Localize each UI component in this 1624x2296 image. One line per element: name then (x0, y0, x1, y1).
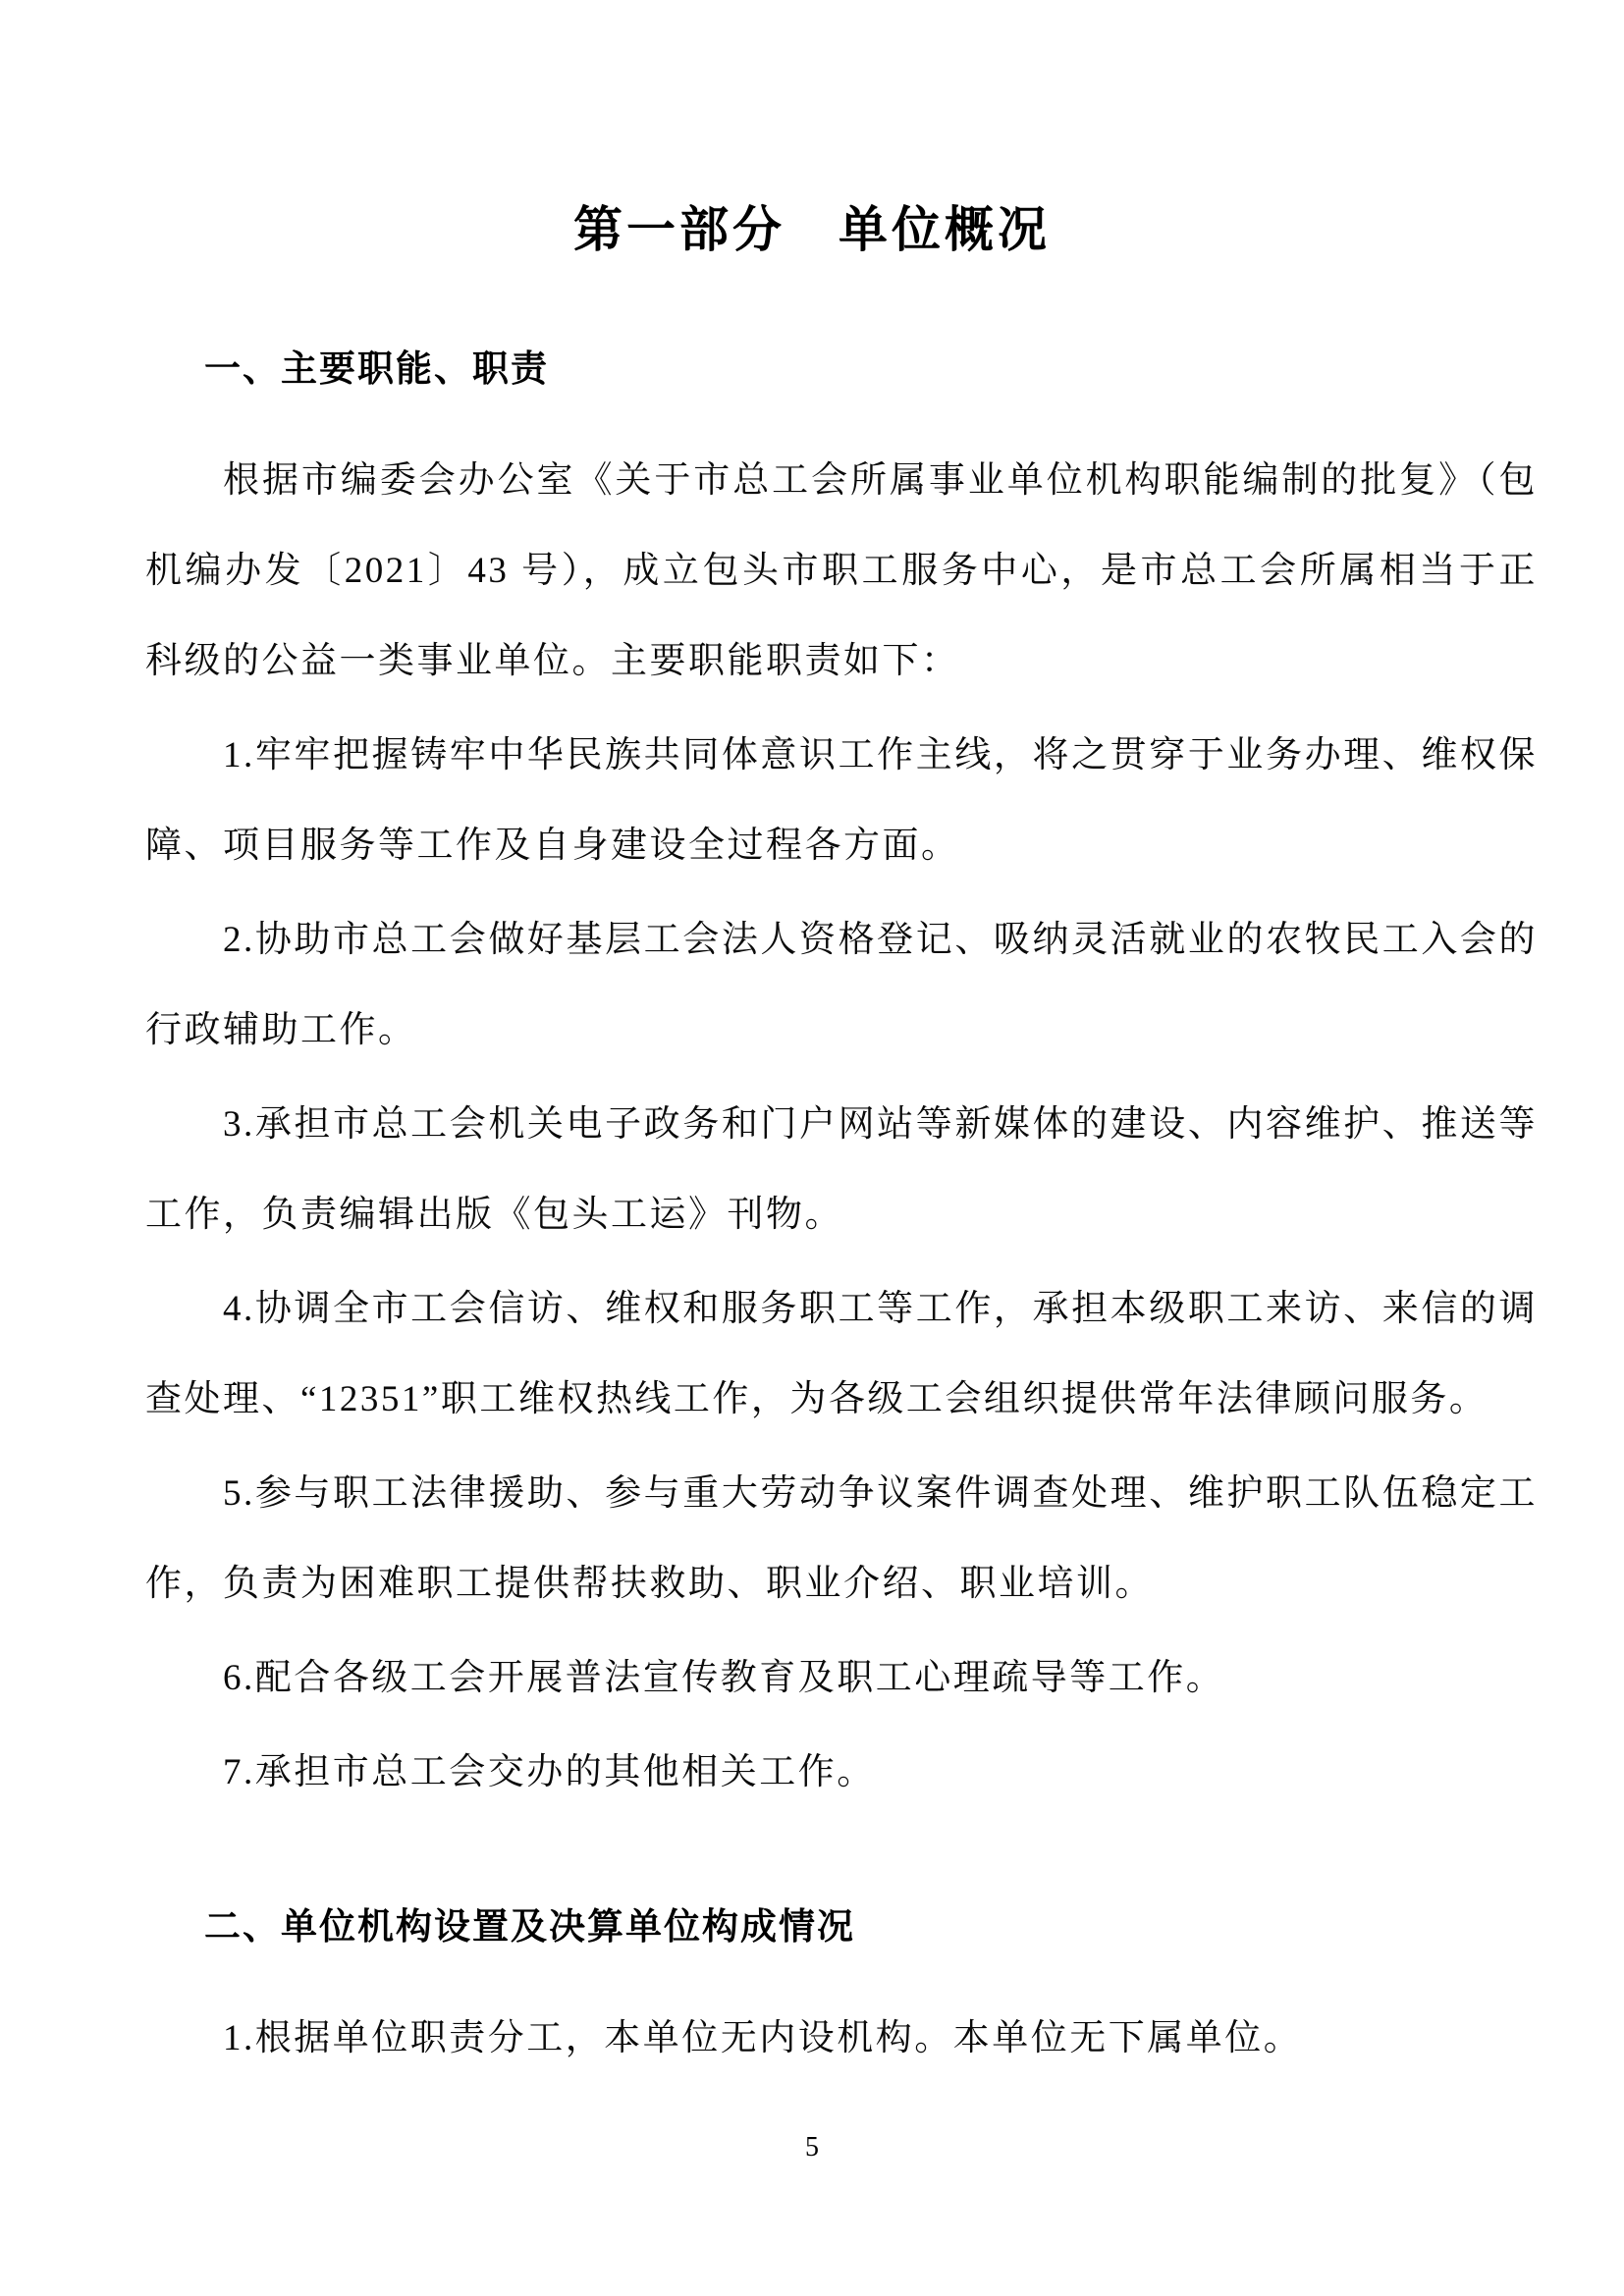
document-body (0, 347, 1624, 2084)
body-paragraph-intro: 根据市编委会办公室《关于市总工会所属事业单位机构职能编制的批复》（包机编办发〔2021〕43 号），成立包头市职工服务中心，是市总工会所属相当于正科级的公益一类事业单位。主要职能职责如下： (145, 460, 1538, 681)
body-paragraph-duty-4: 4.协调全市工会信访、维权和服务职工等工作，承担本级职工来访、来信的调查处理、“12351”职工维权热线工作，为各级工会组织提供常年法律顾问服务。 (145, 1289, 1538, 1419)
page-number: 5 (805, 2132, 819, 2163)
body-paragraph-duty-3: 3.承担市总工会机关电子政务和门户网站等新媒体的建设、内容维护、推送等工作，负责编辑出版《包头工运》刊物。 (145, 1104, 1538, 1235)
body-paragraph-org-structure: 1.根据单位职责分工，本单位无内设机构。本单位无下属单位。 (223, 2018, 1303, 2058)
body-paragraph-duty-6: 6.配合各级工会开展普法宣传教育及职工心理疏导等工作。 (223, 1658, 1225, 1698)
document-title: 第一部分 单位概况 (573, 202, 1051, 257)
body-paragraph-duty-2: 2.协助市总工会做好基层工会法人资格登记、吸纳灵活就业的农牧民工入会的行政辅助工作。 (145, 920, 1538, 1050)
section-heading-org-structure: 二、单位机构设置及决算单位构成情况 (204, 1906, 855, 1947)
body-paragraph-duty-1: 1.牢牢把握铸牢中华民族共同体意识工作主线，将之贯穿于业务办理、维权保障、项目服务等工作及自身建设全过程各方面。 (145, 735, 1538, 866)
body-paragraph-duty-5: 5.参与职工法律援助、参与重大劳动争议案件调查处理、维护职工队伍稳定工作，负责为困难职工提供帮扶救助、职业介绍、职业培训。 (145, 1473, 1538, 1604)
body-paragraph-duty-7: 7.承担市总工会交办的其他相关工作。 (223, 1752, 876, 1792)
section-heading-main-duties: 一、主要职能、职责 (204, 348, 549, 389)
